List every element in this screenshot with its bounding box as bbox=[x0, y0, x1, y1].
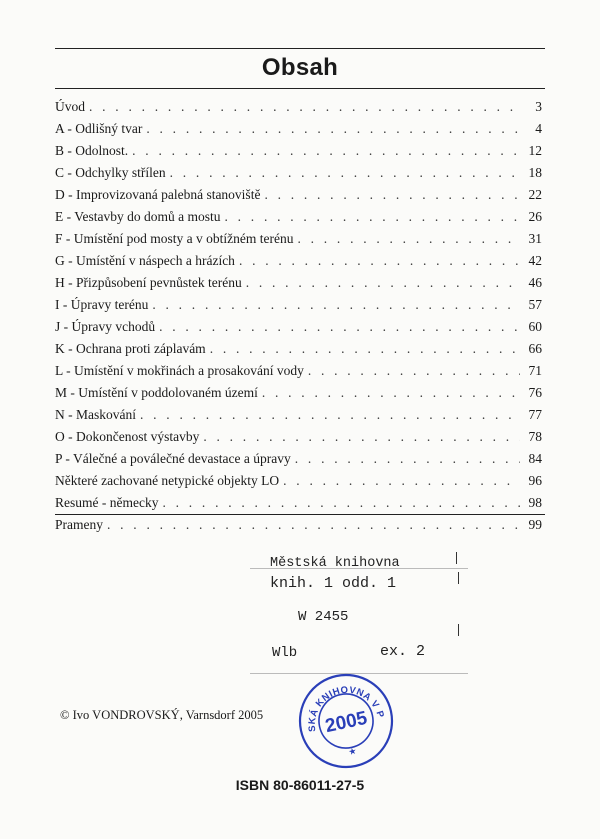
stamp-tick-mark bbox=[456, 552, 457, 564]
toc-leader-dots bbox=[146, 118, 520, 140]
stamp-tick-mark bbox=[458, 624, 459, 636]
toc-entry-page: 98 bbox=[528, 495, 542, 510]
toc-entry-label: E - Vestavby do domů a mostu bbox=[55, 209, 221, 224]
toc-entry-page: 60 bbox=[528, 319, 542, 334]
toc-entry-page: 71 bbox=[528, 363, 542, 378]
toc-entry-page: 66 bbox=[528, 341, 542, 356]
toc-entry-page: 26 bbox=[528, 209, 542, 224]
toc-entry-page: 46 bbox=[528, 275, 542, 290]
toc-entry-label: O - Dokončenost výstavby bbox=[55, 429, 200, 444]
toc-entry bbox=[55, 272, 542, 294]
toc-entry bbox=[55, 492, 542, 514]
library-stamp bbox=[250, 548, 468, 672]
toc-entry-label: F - Umístění pod mosty a v obtížném terénu bbox=[55, 231, 294, 246]
toc-entry-page: 57 bbox=[528, 297, 542, 312]
toc-leader-dots bbox=[239, 250, 520, 272]
toc-entry bbox=[55, 426, 542, 448]
top-rule bbox=[55, 48, 545, 49]
toc-leader-dots bbox=[140, 404, 520, 426]
library-stamp-shelf: knih. 1 odd. 1 bbox=[270, 575, 397, 592]
toc-leader-dots bbox=[246, 272, 520, 294]
library-stamp-signature: W 2455 bbox=[298, 609, 349, 625]
toc-leader-dots bbox=[203, 426, 520, 448]
toc-entry bbox=[55, 140, 542, 162]
toc-entry bbox=[55, 184, 542, 206]
toc-entry-label: B - Odolnost. bbox=[55, 143, 129, 158]
toc-entry-page: 22 bbox=[528, 187, 542, 202]
toc-entry bbox=[55, 316, 542, 338]
toc-leader-dots bbox=[262, 382, 520, 404]
toc-entry bbox=[55, 338, 542, 360]
toc-entry-label: M - Umístění v poddolovaném území bbox=[55, 385, 258, 400]
toc-leader-dots bbox=[162, 492, 520, 514]
toc-entry bbox=[55, 162, 542, 184]
toc-leader-dots bbox=[264, 184, 520, 206]
toc-entry bbox=[55, 404, 542, 426]
toc-leader-dots bbox=[170, 162, 520, 184]
toc-entry-label: Resumé - německy bbox=[55, 495, 159, 510]
toc-entry bbox=[55, 96, 542, 118]
toc-entry-page: 77 bbox=[528, 407, 542, 422]
toc-entry bbox=[55, 382, 542, 404]
seal-star: ★ bbox=[347, 745, 358, 758]
toc-entry-label: K - Ochrana proti záplavám bbox=[55, 341, 206, 356]
toc-entry-label: I - Úpravy terénu bbox=[55, 297, 149, 312]
library-stamp-name: Městská knihovna bbox=[270, 556, 400, 571]
toc-leader-dots bbox=[308, 360, 520, 382]
toc-leader-dots bbox=[107, 514, 520, 536]
toc-entry-page: 4 bbox=[535, 121, 542, 136]
toc-entry-page: 18 bbox=[528, 165, 542, 180]
toc-entry-page: 99 bbox=[528, 517, 542, 532]
toc-leader-dots bbox=[210, 338, 520, 360]
toc-leader-dots bbox=[283, 470, 520, 492]
toc-entry-page: 76 bbox=[528, 385, 542, 400]
copyright-notice: © Ivo VONDROVSKÝ, Varnsdorf 2005 bbox=[60, 708, 264, 722]
toc-entry-page: 31 bbox=[528, 231, 542, 246]
library-stamp-code: Wlb bbox=[272, 645, 298, 661]
toc-entry-label: P - Válečné a poválečné devastace a úpravy bbox=[55, 451, 291, 466]
toc-entry bbox=[55, 250, 542, 272]
toc-entry-label: N - Maskování bbox=[55, 407, 136, 422]
table-of-contents bbox=[55, 96, 542, 536]
isbn-number: ISBN 80-86011-27-5 bbox=[235, 777, 365, 793]
toc-leader-dots bbox=[295, 448, 520, 470]
seal-year: 2005 bbox=[323, 707, 370, 738]
toc-entry-page: 3 bbox=[535, 99, 542, 114]
toc-entry-page: 78 bbox=[528, 429, 542, 444]
toc-entry bbox=[55, 294, 542, 316]
toc-entry-label: Úvod bbox=[55, 99, 85, 114]
toc-entry-page: 42 bbox=[528, 253, 542, 268]
stamp-tick-mark bbox=[458, 572, 459, 584]
toc-entry-label: C - Odchylky střílen bbox=[55, 165, 166, 180]
seal-arc-text: MĚSTSKÁ KNIHOVNA V PRAZE bbox=[306, 684, 387, 733]
toc-entry-label: Prameny bbox=[55, 517, 103, 532]
toc-leader-dots bbox=[89, 96, 520, 118]
toc-entry-label: D - Improvizovaná palebná stanoviště bbox=[55, 187, 261, 202]
toc-entry-page: 84 bbox=[528, 451, 542, 466]
toc-leader-dots bbox=[297, 228, 520, 250]
toc-entry bbox=[55, 206, 542, 228]
toc-entry-page: 96 bbox=[528, 473, 542, 488]
bottom-rule bbox=[55, 514, 545, 515]
toc-leader-dots bbox=[159, 316, 520, 338]
toc-entry bbox=[55, 448, 542, 470]
library-seal bbox=[296, 671, 396, 771]
toc-leader-dots bbox=[132, 140, 520, 162]
toc-leader-dots bbox=[152, 294, 520, 316]
toc-entry-label: A - Odlišný tvar bbox=[55, 121, 143, 136]
toc-entry bbox=[55, 228, 542, 250]
toc-leader-dots bbox=[225, 206, 521, 228]
library-stamp-copies: ex. 2 bbox=[380, 643, 426, 660]
page-title: Obsah bbox=[261, 54, 339, 81]
toc-entry bbox=[55, 514, 542, 536]
toc-entry-label: Některé zachované netypické objekty LO bbox=[55, 473, 280, 488]
toc-entry-label: G - Umístění v náspech a hrázích bbox=[55, 253, 235, 268]
toc-entry-label: L - Umístění v mokřinách a prosakování vody bbox=[55, 363, 304, 378]
title-rule bbox=[55, 88, 545, 89]
toc-entry-label: J - Úpravy vchodů bbox=[55, 319, 156, 334]
toc-entry bbox=[55, 118, 542, 140]
toc-entry bbox=[55, 470, 542, 492]
toc-entry bbox=[55, 360, 542, 382]
toc-entry-label: H - Přizpůsobení pevnůstek terénu bbox=[55, 275, 242, 290]
toc-entry-page: 12 bbox=[528, 143, 542, 158]
